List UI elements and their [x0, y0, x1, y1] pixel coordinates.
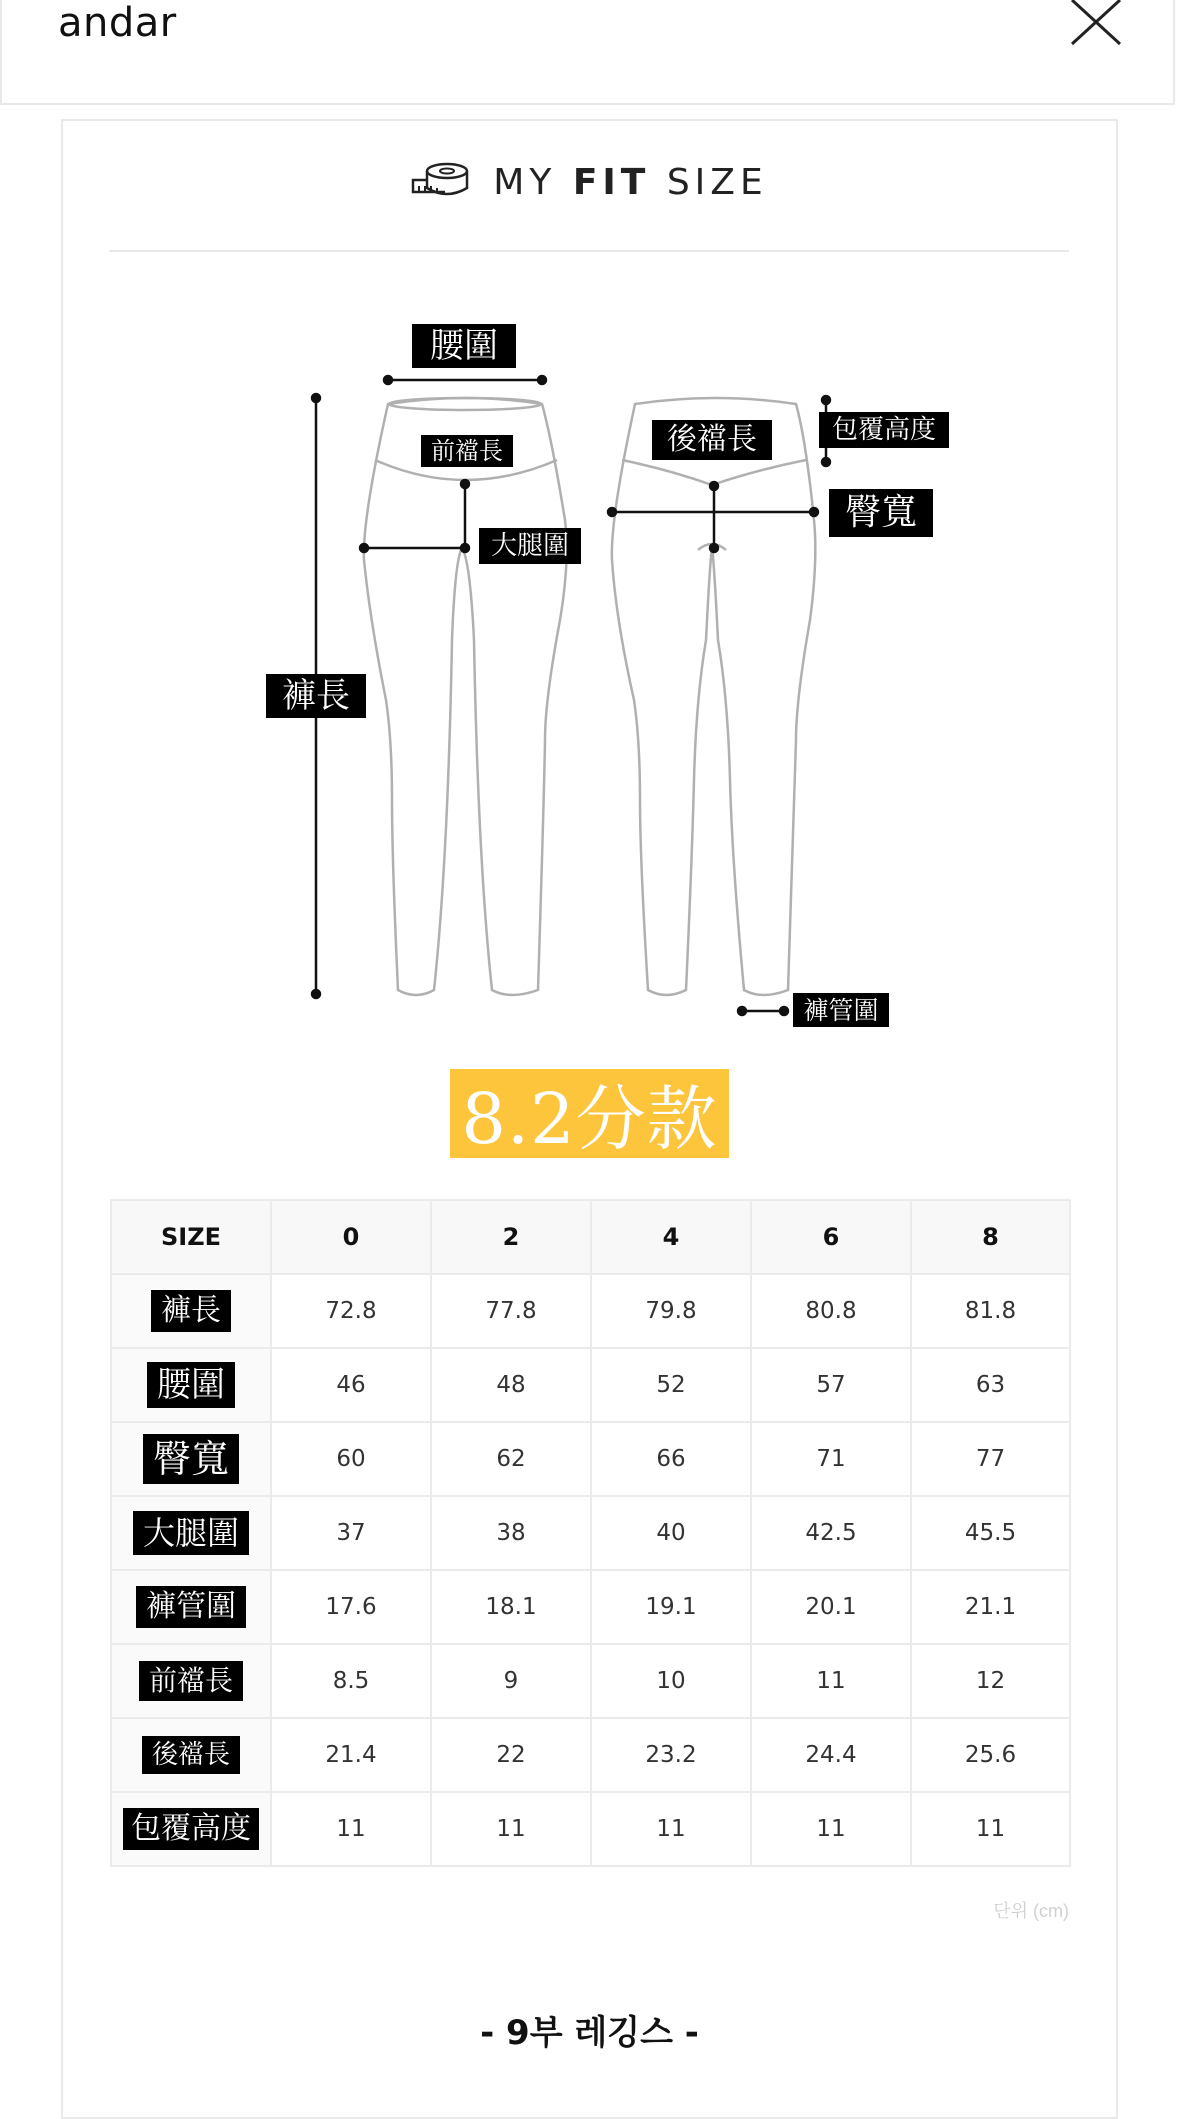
row-label: 臀寬 — [143, 1434, 239, 1484]
header-size-6: 6 — [751, 1200, 911, 1274]
row-label-cell — [111, 1792, 271, 1866]
unit-note: 단위 (cm) — [993, 1901, 1069, 1921]
header-size-0: 0 — [271, 1200, 431, 1274]
table-row — [111, 1718, 1070, 1792]
row-label: 後襠長 — [142, 1736, 240, 1774]
table-row — [111, 1792, 1070, 1866]
table-cell: 66 — [591, 1422, 751, 1496]
table-cell: 71 — [751, 1422, 911, 1496]
table-cell: 40 — [591, 1496, 751, 1570]
table-cell: 11 — [431, 1792, 591, 1866]
table-cell: 77.8 — [431, 1274, 591, 1348]
row-label-cell — [111, 1348, 271, 1422]
title-bold: FIT — [572, 162, 651, 203]
table-cell: 10 — [591, 1644, 751, 1718]
size-table — [110, 1199, 1071, 1867]
table-cell: 62 — [431, 1422, 591, 1496]
row-label: 褲管圍 — [136, 1586, 246, 1628]
row-label: 腰圍 — [147, 1362, 235, 1408]
table-cell: 20.1 — [751, 1570, 911, 1644]
table-cell: 19.1 — [591, 1570, 751, 1644]
table-cell: 46 — [271, 1348, 431, 1422]
table-cell: 37 — [271, 1496, 431, 1570]
table-cell: 23.2 — [591, 1718, 751, 1792]
title-prefix: MY — [493, 162, 557, 203]
table-cell: 38 — [431, 1496, 591, 1570]
table-row — [111, 1274, 1070, 1348]
table-cell: 80.8 — [751, 1274, 911, 1348]
product-subtitle: - 9부 레깅스 - — [480, 2013, 699, 2053]
brand-logo[interactable]: andar — [58, 0, 177, 46]
table-cell: 45.5 — [911, 1496, 1070, 1570]
length-type-badge: 8.2分款 — [450, 1069, 729, 1158]
header-size-2: 2 — [431, 1200, 591, 1274]
front-rise-label: 前襠長 — [421, 435, 513, 467]
table-cell: 12 — [911, 1644, 1070, 1718]
table-cell: 42.5 — [751, 1496, 911, 1570]
table-cell: 8.5 — [271, 1644, 431, 1718]
table-cell: 48 — [431, 1348, 591, 1422]
table-cell: 11 — [751, 1644, 911, 1718]
back-rise-label: 後襠長 — [652, 420, 772, 460]
title-suffix: SIZE — [666, 162, 768, 203]
table-cell: 9 — [431, 1644, 591, 1718]
table-cell: 77 — [911, 1422, 1070, 1496]
table-cell: 25.6 — [911, 1718, 1070, 1792]
row-label-cell — [111, 1422, 271, 1496]
header-size-8: 8 — [911, 1200, 1070, 1274]
table-cell: 63 — [911, 1348, 1070, 1422]
table-row — [111, 1422, 1070, 1496]
table-row — [111, 1496, 1070, 1570]
table-cell: 18.1 — [431, 1570, 591, 1644]
header-size-4: 4 — [591, 1200, 751, 1274]
row-label-cell — [111, 1274, 271, 1348]
header-size: SIZE — [111, 1200, 271, 1274]
table-cell: 21.4 — [271, 1718, 431, 1792]
coverage-height-label: 包覆高度 — [819, 412, 949, 448]
table-row — [111, 1570, 1070, 1644]
table-cell: 11 — [591, 1792, 751, 1866]
row-label-cell — [111, 1570, 271, 1644]
table-cell: 60 — [271, 1422, 431, 1496]
table-cell: 57 — [751, 1348, 911, 1422]
table-cell: 79.8 — [591, 1274, 751, 1348]
row-label: 包覆高度 — [123, 1808, 259, 1850]
waist-label: 腰圍 — [412, 324, 516, 368]
table-header-row — [111, 1200, 1070, 1274]
table-row — [111, 1348, 1070, 1422]
table-row — [111, 1644, 1070, 1718]
row-label: 大腿圍 — [133, 1511, 249, 1555]
row-label-cell — [111, 1718, 271, 1792]
table-cell: 72.8 — [271, 1274, 431, 1348]
thigh-label: 大腿圍 — [479, 528, 581, 564]
table-cell: 52 — [591, 1348, 751, 1422]
row-label: 前襠長 — [139, 1661, 243, 1701]
table-cell: 11 — [751, 1792, 911, 1866]
hem-label: 褲管圍 — [793, 993, 889, 1027]
table-cell: 81.8 — [911, 1274, 1070, 1348]
table-cell: 21.1 — [911, 1570, 1070, 1644]
hip-label: 臀寬 — [829, 489, 933, 537]
row-label: 褲長 — [151, 1290, 231, 1332]
row-label-cell — [111, 1644, 271, 1718]
table-cell: 17.6 — [271, 1570, 431, 1644]
table-cell: 11 — [911, 1792, 1070, 1866]
table-cell: 24.4 — [751, 1718, 911, 1792]
table-cell: 22 — [431, 1718, 591, 1792]
row-label-cell — [111, 1496, 271, 1570]
length-label: 褲長 — [266, 674, 366, 718]
table-cell: 11 — [271, 1792, 431, 1866]
